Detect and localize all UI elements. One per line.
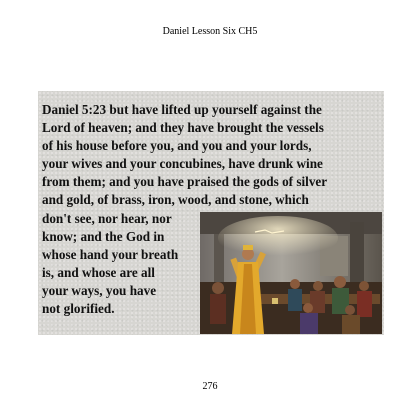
- verse-line: know; and the God in: [42, 228, 165, 244]
- slide-panel: [38, 91, 384, 335]
- verse-line: of his house before you, and you and your lords,: [42, 138, 312, 154]
- page-number: 276: [202, 381, 218, 392]
- verse-line: and gold, of brass, iron, wood, and stone, which: [42, 192, 309, 208]
- verse-line: Daniel 5:23 but have lifted up yourself against the: [42, 102, 322, 117]
- verse-line: not glorified.: [42, 301, 115, 317]
- verse-line: your wives and your concubines, have drunk wine: [42, 156, 323, 172]
- verse-line: is, and whose are all: [42, 264, 155, 280]
- verse-line: Lord of heaven; and they have brought the vessels: [42, 120, 324, 136]
- verse-line: from them; and you have praised the gods of silver: [42, 174, 328, 190]
- page-header-title: Daniel Lesson Six CH5: [162, 26, 258, 37]
- verse-line: your ways, you have: [42, 282, 157, 298]
- verse-line: don't see, nor hear, nor: [42, 210, 172, 226]
- verse-line: whose hand your breath: [42, 246, 179, 262]
- painting-feast-illustration: [200, 212, 382, 334]
